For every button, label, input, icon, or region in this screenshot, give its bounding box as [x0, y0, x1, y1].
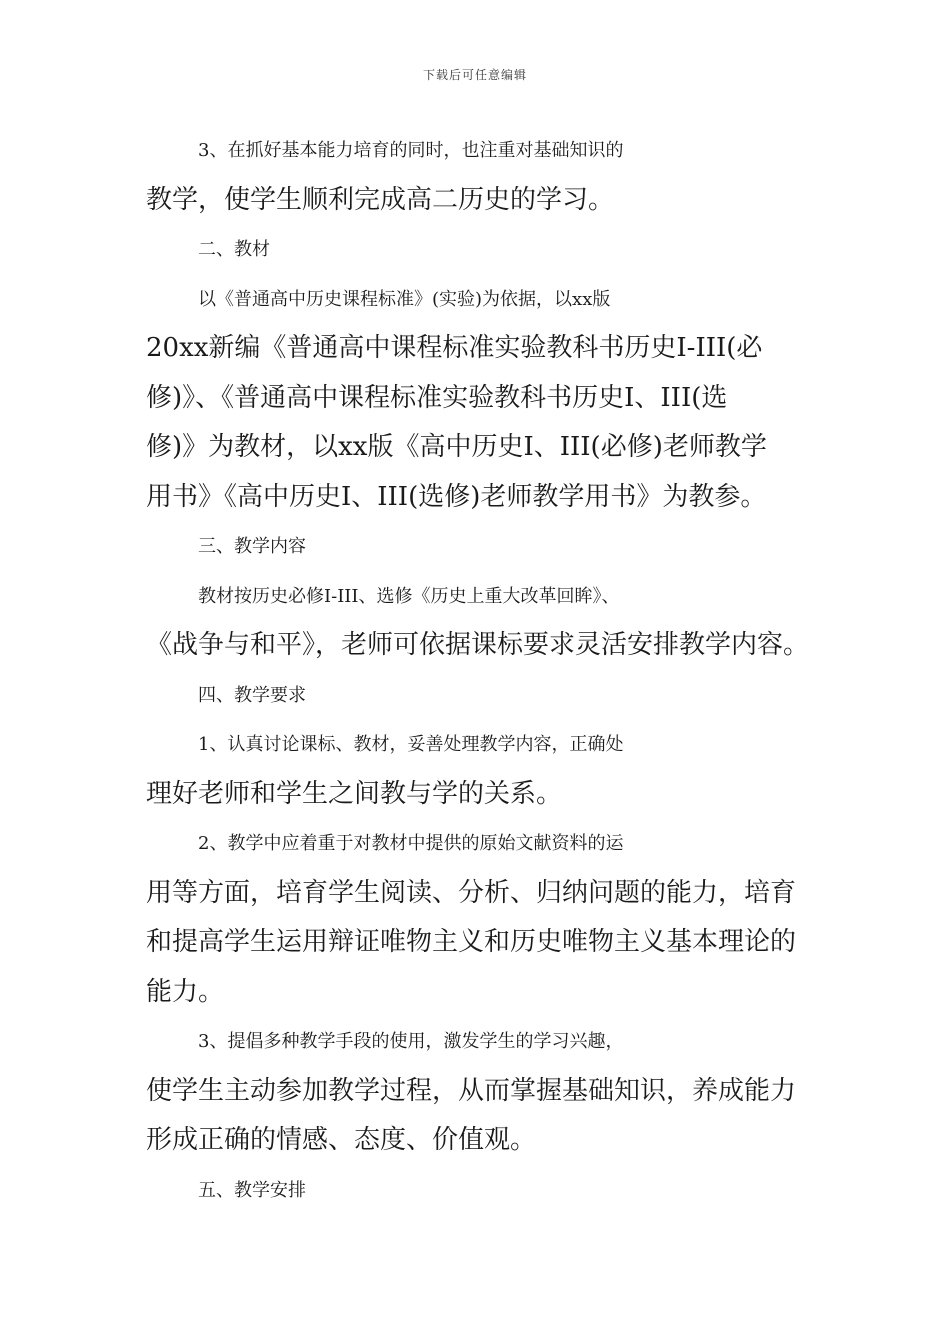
paragraph-line-indented: 1、认真讨论课标、教材，妥善处理教学内容，正确处: [198, 734, 624, 755]
paragraph-line-indented: 三、教学内容: [198, 536, 306, 557]
paragraph-line: 用书》《高中历史I、III(选修)老师教学用书》为教参。: [146, 481, 767, 512]
paragraph-line-indented: 以《普通高中历史课程标准》(实验)为依据，以xx版: [198, 288, 611, 310]
paragraph-line: 使学生主动参加教学过程，从而掌握基础知识，养成能力: [146, 1075, 797, 1106]
paragraph-line: 教学，使学生顺利完成高二历史的学习。: [146, 184, 615, 215]
paragraph-line-indented: 四、教学要求: [198, 684, 306, 706]
paragraph-line: 和提高学生运用辩证唯物主义和历史唯物主义基本理论的: [146, 927, 797, 957]
paragraph-line: 修)》为教材，以xx版《高中历史I、III(必修)老师教学: [146, 432, 767, 462]
paragraph-line-indented: 教材按历史必修I-III、选修《历史上重大改革回眸》、: [198, 585, 620, 607]
paragraph-line: 20xx新编《普通高中课程标准实验教科书历史I-III(必: [146, 333, 763, 363]
document-body: [146, 126, 810, 1215]
paragraph-line-indented: 3、在抓好基本能力培育的同时，也注重对基础知识的: [198, 140, 624, 161]
paragraph-line: 修)》、《普通高中课程标准实验教科书历史I、III(选: [146, 382, 728, 413]
page-header-note: 下载后可任意编辑: [422, 68, 527, 82]
paragraph-line-indented: 2、教学中应着重于对教材中提供的原始文献资料的运: [198, 833, 624, 854]
paragraph-line: 用等方面，培育学生阅读、分析、归纳问题的能力，培育: [146, 877, 797, 908]
paragraph-line-indented: 二、教材: [198, 239, 270, 260]
paragraph-line: 《战争与和平》，老师可依据课标要求灵活安排教学内容。: [146, 630, 810, 660]
paragraph-line-indented: 五、教学安排: [198, 1179, 306, 1201]
paragraph-line-indented: 3、提倡多种教学手段的使用，激发学生的学习兴趣，: [198, 1031, 624, 1052]
paragraph-line: 理好老师和学生之间教与学的关系。: [146, 778, 563, 809]
paragraph-line: 形成正确的情感、态度、价值观。: [146, 1125, 537, 1155]
paragraph-line: 能力。: [146, 976, 225, 1007]
